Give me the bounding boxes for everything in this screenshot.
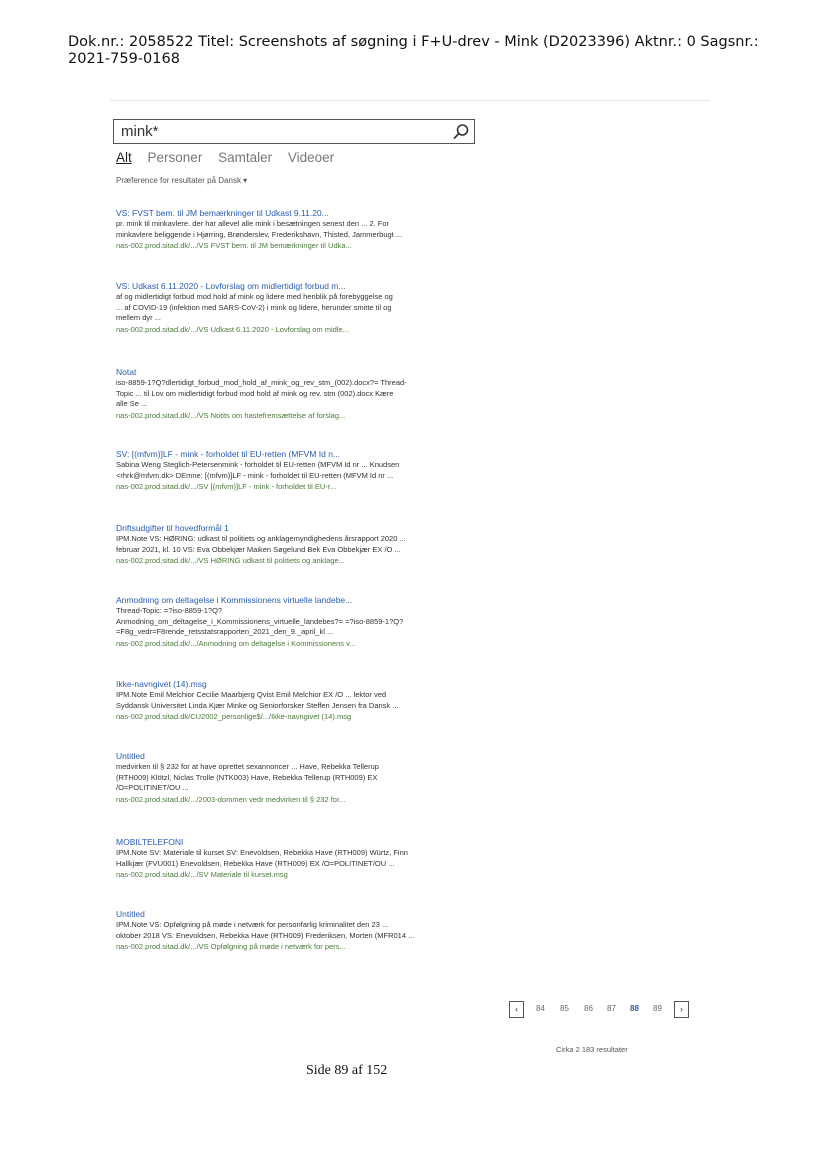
snippet-line: IPM.Note VS: HØRING: udkast til politiets og anklagemyndighedens årsrapport 2020 ...: [116, 534, 406, 543]
snippet-line: medvirken til § 232 for at have oprettet sexannoncer ... Have, Rebekka Tellerup: [116, 762, 379, 771]
result-snippet: [116, 690, 478, 711]
search-result: [116, 448, 478, 492]
result-title-link[interactable]: Untitled: [116, 909, 145, 919]
search-result: [116, 836, 478, 880]
result-title-link[interactable]: VS: FVST bem. til JM bemærkninger til Udkast 9.11.20...: [116, 208, 329, 218]
result-count: Cirka 2 183 resultater: [556, 1045, 628, 1054]
snippet-line: <rhrk@mfvm.dk> DEmne: [(mfvm)]LF - mink - forholdet til EU-retten (MFVM Id nr ...: [116, 470, 394, 480]
search-input[interactable]: mink*: [121, 123, 159, 140]
result-url[interactable]: nas-002.prod.sitad.dk/.../VS HØRING udkast til politiets og anklage...: [116, 556, 345, 565]
search-result: [116, 908, 478, 952]
result-url[interactable]: nas-002.prod.sitad.dk/.../Anmodning om deltagelse i Kommissionens v...: [116, 638, 356, 648]
result-snippet: [116, 534, 478, 555]
page-link[interactable]: 84: [536, 1004, 545, 1013]
snippet-line: IPM.Note Emil Melchior Cecilie Maarbjerg Qvist Emil Melchior EX /O ... lektor ved: [116, 690, 387, 699]
snippet-line: IPM.Note SV: Materiale til kurset SV: Enevoldsen, Rebekka Have (RTH009) Würtz, Finn: [116, 848, 408, 857]
result-title-link[interactable]: VS: Udkast 6.11.2020 - Lovforslag om midlertidigt forbud m...: [116, 281, 346, 291]
snippet-line: Anmodning_om_deltagelse_i_Kommissionens_virtuelle_landebes?= =?iso-8859-1?Q?: [116, 616, 404, 626]
result-url[interactable]: nas-002.prod.sitad.dk/.../2003-dommen vedr medvirken til § 232 for...: [116, 794, 346, 804]
result-title-link[interactable]: Ikke-navngivet (14).msg: [116, 679, 207, 689]
search-result: [116, 750, 478, 805]
page-link-current[interactable]: 88: [630, 1004, 639, 1013]
tab-all[interactable]: Alt: [116, 150, 132, 165]
snippet-line: /O=POLITINET/OU ...: [116, 783, 189, 792]
snippet-line: Thread-Topic: =?iso-8859-1?Q?: [116, 606, 223, 615]
snippet-line: af og midlertidigt forbud mod hold af mink og lidere med henblik på forebyggelse og: [116, 292, 393, 301]
result-snippet: [116, 292, 478, 324]
page-footer: Side 89 af 152: [306, 1063, 388, 1078]
snippet-line: (RTH009) Klötzl, Niclas Trolle (NTK003) Have, Rebekka Tellerup (RTH009) EX: [116, 772, 378, 782]
search-result: [116, 522, 478, 566]
tab-people[interactable]: Personer: [147, 150, 203, 165]
result-snippet: [116, 920, 478, 941]
result-snippet: [116, 606, 478, 638]
snippet-line: februar 2021, kl. 10 VS: Eva Obbekjær Maiken Søgelund Bek Eva Obbekjær EX /O ...: [116, 544, 401, 554]
result-snippet: [116, 848, 478, 869]
snippet-line: minkavlere beliggende i Hjørring, Brønderslev, Frederikshavn, Thisted, Jammerbugt ...: [116, 229, 403, 239]
snippet-line: iso-8859-1?Q?dlertidigt_forbud_mod_hold_af_mink_og_rev_stm_(002).docx?= Thread-: [116, 378, 407, 387]
next-page-button[interactable]: ›: [674, 1001, 689, 1018]
snippet-line: Sabina Weng Steglich-Petersenmink - forholdet til EU-retten (MFVM Id nr ... Knudsen: [116, 460, 400, 469]
search-result: [116, 678, 478, 722]
search-icon[interactable]: [452, 123, 470, 141]
snippet-line: Syddansk Universitet Linda Kjær Minke og Seniorforsker Steffen Jensen fra Dansk ...: [116, 700, 399, 710]
result-url[interactable]: nas-002.prod.sitad.dk/CU2002_personlige$/.../Ikke-navngivet (14).msg: [116, 712, 352, 721]
document-header-line1: Dok.nr.: 2058522 Titel: Screenshots af søgning i F+U-drev - Mink (D2023396) Aktnr.: 0 Sagsnr.:: [68, 34, 759, 50]
result-url[interactable]: nas-002.prod.sitad.dk/.../VS Udkast 6.11.2020 - Lovforslag om midle...: [116, 324, 349, 334]
result-url[interactable]: nas-002.prod.sitad.dk/.../SV Materiale til kurset.msg: [116, 870, 288, 879]
result-title-link[interactable]: Anmodning om deltagelse i Kommissionens virtuelle landebe...: [116, 595, 353, 605]
result-title-link[interactable]: MOBILTELEFONI: [116, 837, 184, 847]
search-tabs: [116, 150, 346, 165]
snippet-line: IPM.Note VS: Opfølgning på møde i netværk for personfarlig kriminalitet den 23 ...: [116, 920, 389, 929]
snippet-line: pr. mink til minkavlere. der har allevel alle mink i besætningen senest den ... 2. For: [116, 219, 390, 228]
page-link[interactable]: 87: [607, 1004, 616, 1013]
result-url[interactable]: nas-002.prod.sitad.dk/.../VS FVST bem. til JM bemærkninger til Udka...: [116, 241, 352, 250]
page-link[interactable]: 89: [653, 1004, 662, 1013]
tab-conversations[interactable]: Samtaler: [218, 150, 273, 165]
search-result: [116, 366, 478, 421]
result-snippet: [116, 762, 478, 794]
snippet-line: ... af COVID-19 (infektion med SARS-CoV-2) i mink og lidere, herunder smitte til og: [116, 302, 392, 312]
document-header-line2: 2021-759-0168: [68, 51, 180, 67]
result-snippet: [116, 219, 478, 240]
search-result: [116, 594, 478, 649]
result-snippet: [116, 460, 478, 481]
snippet-line: =F8g_vedr=F8rende_retsstatsrapporten_2021_den_9._april_kl ...: [116, 627, 334, 636]
language-preference[interactable]: Præference for resultater på Dansk ▾: [116, 176, 248, 185]
result-snippet: [116, 378, 478, 410]
snippet-line: oktober 2018 VS: Enevoldsen, Rebekka Have (RTH009) Frederiksen, Morten (MFR014 ...: [116, 930, 415, 940]
page-link[interactable]: 86: [584, 1004, 593, 1013]
prev-page-button[interactable]: ‹: [509, 1001, 524, 1018]
snippet-line: mellem dyr ...: [116, 313, 162, 322]
result-title-link[interactable]: Untitled: [116, 751, 145, 761]
search-result: [116, 280, 478, 335]
result-url[interactable]: nas-002.prod.sitad.dk/.../VS Opfølgning på møde i netværk for pers...: [116, 942, 346, 951]
tab-videos[interactable]: Videoer: [287, 150, 335, 165]
search-box[interactable]: [113, 119, 475, 144]
result-url[interactable]: nas-002.prod.sitad.dk/.../SV [(mfvm)]LF - mink - forholdet til EU-r...: [116, 482, 337, 491]
result-url[interactable]: nas-002.prod.sitad.dk/.../VS Notits om hastefremsættelse af forslag...: [116, 410, 346, 420]
search-result: [116, 207, 478, 251]
snippet-line: Hallkjær (FVU001) Enevoldsen, Rebekka Have (RTH009) EX /O=POLITINET/OU ...: [116, 858, 395, 868]
page-link[interactable]: 85: [560, 1004, 569, 1013]
divider: [110, 100, 710, 101]
document-header: [68, 34, 788, 68]
result-title-link[interactable]: Notat: [116, 367, 137, 377]
snippet-line: Topic ... til Lov om midlertidigt forbud mod hold af mink og rev. stm (002).docx Kære: [116, 388, 394, 398]
snippet-line: alle Se ...: [116, 399, 148, 408]
result-title-link[interactable]: Driftsudgifter til hovedformål 1: [116, 523, 229, 533]
result-title-link[interactable]: SV: [(mfvm)]LF - mink - forholdet til EU-retten (MFVM Id n...: [116, 449, 341, 459]
